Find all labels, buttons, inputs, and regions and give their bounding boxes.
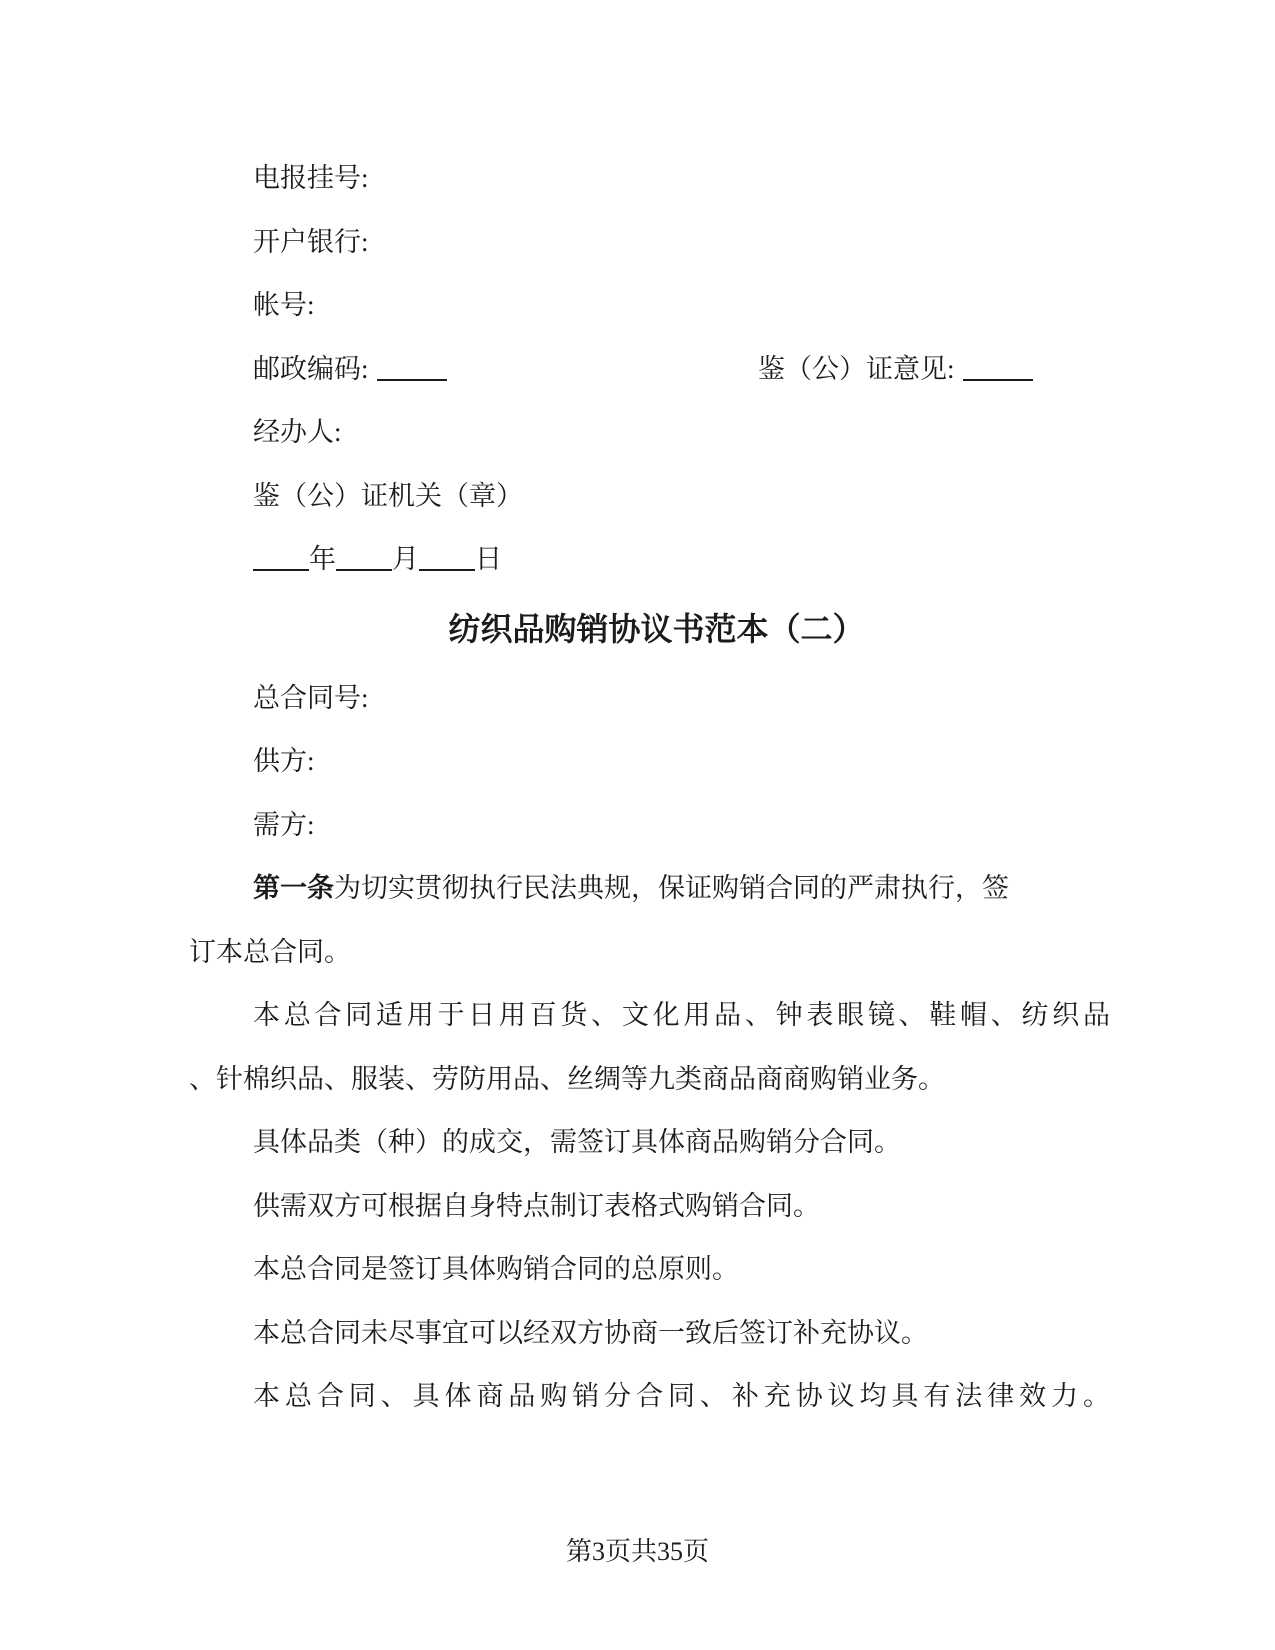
doc-line-label: 开户银行: (253, 226, 369, 257)
doc-line-body: 本总合同、具体商品购销分合同、补充协议均具有法律效力。 (253, 1381, 1110, 1411)
fill-in-blank (377, 379, 447, 381)
postal-code-label: 邮政编码: (253, 353, 369, 384)
doc-line-body: 具体品类（种）的成交，需签订具体商品购销分合同。 (253, 1127, 901, 1157)
doc-line-body: 、针棉织品、服装、劳防用品、丝绸等九类商品商商购销业务。 (189, 1063, 945, 1094)
doc-line-label: 帐号: (253, 290, 315, 320)
doc-line-label: 总合同号: (253, 682, 369, 713)
fill-in-blank (253, 569, 309, 571)
clause-number: 第一条 (253, 873, 334, 903)
fill-in-blank (336, 569, 392, 571)
doc-line-label: 供方: (253, 746, 315, 776)
notary-opinion-label: 鉴（公）证意见: (758, 338, 1033, 402)
doc-line-body: 订本总合同。 (189, 936, 351, 967)
doc-line-body: 第一条为切实贯彻执行民法典规，保证购销合同的严肃执行，签 (253, 873, 1009, 903)
page-footer: 第3页共35页 (565, 1537, 709, 1566)
doc-line-body: 供需双方可根据自身特点制订表格式购销合同。 (253, 1190, 820, 1221)
doc-content (189, 147, 1110, 1429)
doc-line-body: 本总合同适用于日用百货、文化用品、钟表眼镜、鞋帽、纺织品 (253, 1000, 1110, 1030)
doc-line-body: 本总合同未尽事宜可以经双方协商一致后签订补充协议。 (253, 1317, 928, 1348)
doc-line-body: 本总合同是签订具体购销合同的总原则。 (253, 1254, 739, 1284)
doc-line-postal-and-notary (189, 338, 1110, 402)
doc-line-date: 年 月 日 (189, 528, 1110, 592)
fill-in-blank (419, 569, 475, 571)
doc-title: 纺织品购销协议书范本（二） (448, 610, 865, 647)
doc-line-label: 需方: (253, 809, 315, 840)
doc-line-label: 电报挂号: (253, 163, 369, 193)
doc-line-label: 经办人: (253, 417, 342, 447)
doc-line-label: 鉴（公）证机关（章） (253, 480, 523, 511)
fill-in-blank (963, 379, 1033, 381)
